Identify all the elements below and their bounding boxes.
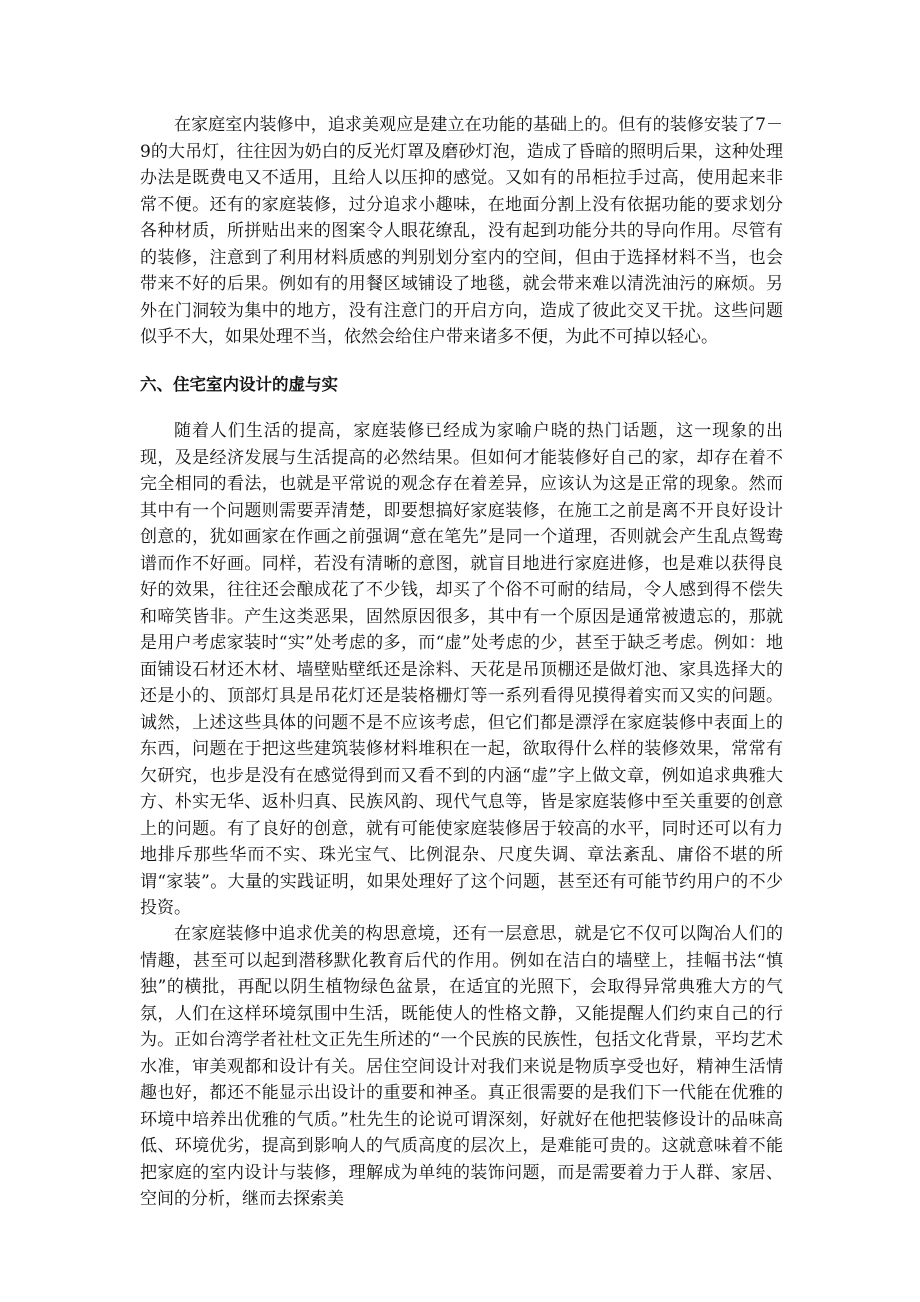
section-heading: 六、住宅室内设计的虚与实 bbox=[140, 375, 338, 394]
body-paragraph-2: 随着人们生活的提高，家庭装修已经成为家喻户晓的热门话题，这一现象的出现，及是经济发展与生活提高的必然结果。但如何才能装修好自己的家，却存在着不完全相同的看法，也就是平常说的观念存在着差异，应该认为这是正常的现象。然而其中有一个问题则需要弄清楚，即要想搞好家庭装修，在施工之前是离不开良好设计创意的，犹如画家在作画之前强调“意在笔先”是同一个道理，否则就会产生乱点鸳鸯谱而作不好画。同样，若没有清晰的意图，就盲目地进行家庭进修，也是难以获得良好的效果，往往还会酿成花了不少钱，却买了个俗不可耐的结局，令人感到得不偿失和啼笑皆非。产生这类恶果，固然原因很多，其中有一个原因是通常被遗忘的，那就是用户考虑家装时“实”处考虑的多，而“虚”处考虑的少，甚至于缺乏考虑。例如：地面铺设石材还木材、墙壁贴壁纸还是涂料、天花是吊顶棚还是做灯池、家具选择大的还是小的、顶部灯具是吊花灯还是装格栅灯等一系列看得见摸得着实而又实的问题。诚然，上述这些具体的问题不是不应该考虑，但它们都是漂浮在家庭装修中表面上的东西，问题在于把这些建筑装修材料堆积在一起，欲取得什么样的装修效果，常常有欠研究，也步是没有在感觉得到而又看不到的内涵“虚”字上做文章，例如追求典雅大方、朴实无华、返朴归真、民族风韵、现代气息等，皆是家庭装修中至关重要的创意上的问题。有了良好的创意，就有可能使家庭装修居于较高的水平，同时还可以有力地排斥那些华而不实、珠光宝气、比例混杂、尺度失调、章法紊乱、庸俗不堪的所谓“家装”。大量的实践证明，如果处理好了这个问题，甚至还有可能节约用户的不少投资。 bbox=[140, 421, 783, 918]
body-paragraph-1: 在家庭室内装修中，追求美观应是建立在功能的基础上的。但有的装修安装了7－9的大吊灯，往往因为奶白的反光灯罩及磨砂灯泡，造成了昏暗的照明后果，这种处理办法是既费电又不适用，且给人以压抑的感觉。又如有的吊柜拉手过高，使用起来非常不便。还有的家庭装修，过分追求小趣味，在地面分割上没有依据功能的要求划分各种材质，所拼贴出来的图案令人眼花缭乱，没有起到功能分共的导向作用。尽管有的装修，注意到了利用材料质感的判别划分室内的空间，但由于选择材料不当，也会带来不好的后果。例如有的用餐区域铺设了地毯，就会带来难以清洗油污的麻烦。另外在门洞较为集中的地方，没有注意门的开启方向，造成了彼此交叉干扰。这些问题似乎不大，如果处理不当，依然会给住户带来诸多不便，为此不可掉以轻心。 bbox=[140, 115, 783, 347]
body-paragraph-3: 在家庭装修中追求优美的构思意境，还有一层意思，就是它不仅可以陶冶人们的情趣，甚至可以起到潜移默化教育后代的作用。例如在洁白的墙壁上，挂幅书法“慎独”的横批，再配以阴生植物绿色盆景，在适宜的光照下，会取得异常典雅大方的气氛，人们在这样环境氛围中生活，既能使人的性格文静，又能提醒人们约束自己的行为。正如台湾学者社杜文正先生所述的“一个民族的民族性，包括文化背景，平均艺术水准，审美观都和设计有关。居住空间设计对我们来说是物质享受也好，精神生活情趣也好，都还不能显示出设计的重要和神圣。真正很需要的是我们下一代能在优雅的环境中培养出优雅的气质。”杜先生的论说可谓深刻，好就好在他把装修设计的品味高低、环境优劣，提高到影响人的气质高度的层次上，是难能可贵的。这就意味着不能把家庭的室内设计与装修，理解成为单纯的装饰问题，而是需要着力于人群、家居、空间的分析，继而去探索美 bbox=[140, 924, 783, 1209]
